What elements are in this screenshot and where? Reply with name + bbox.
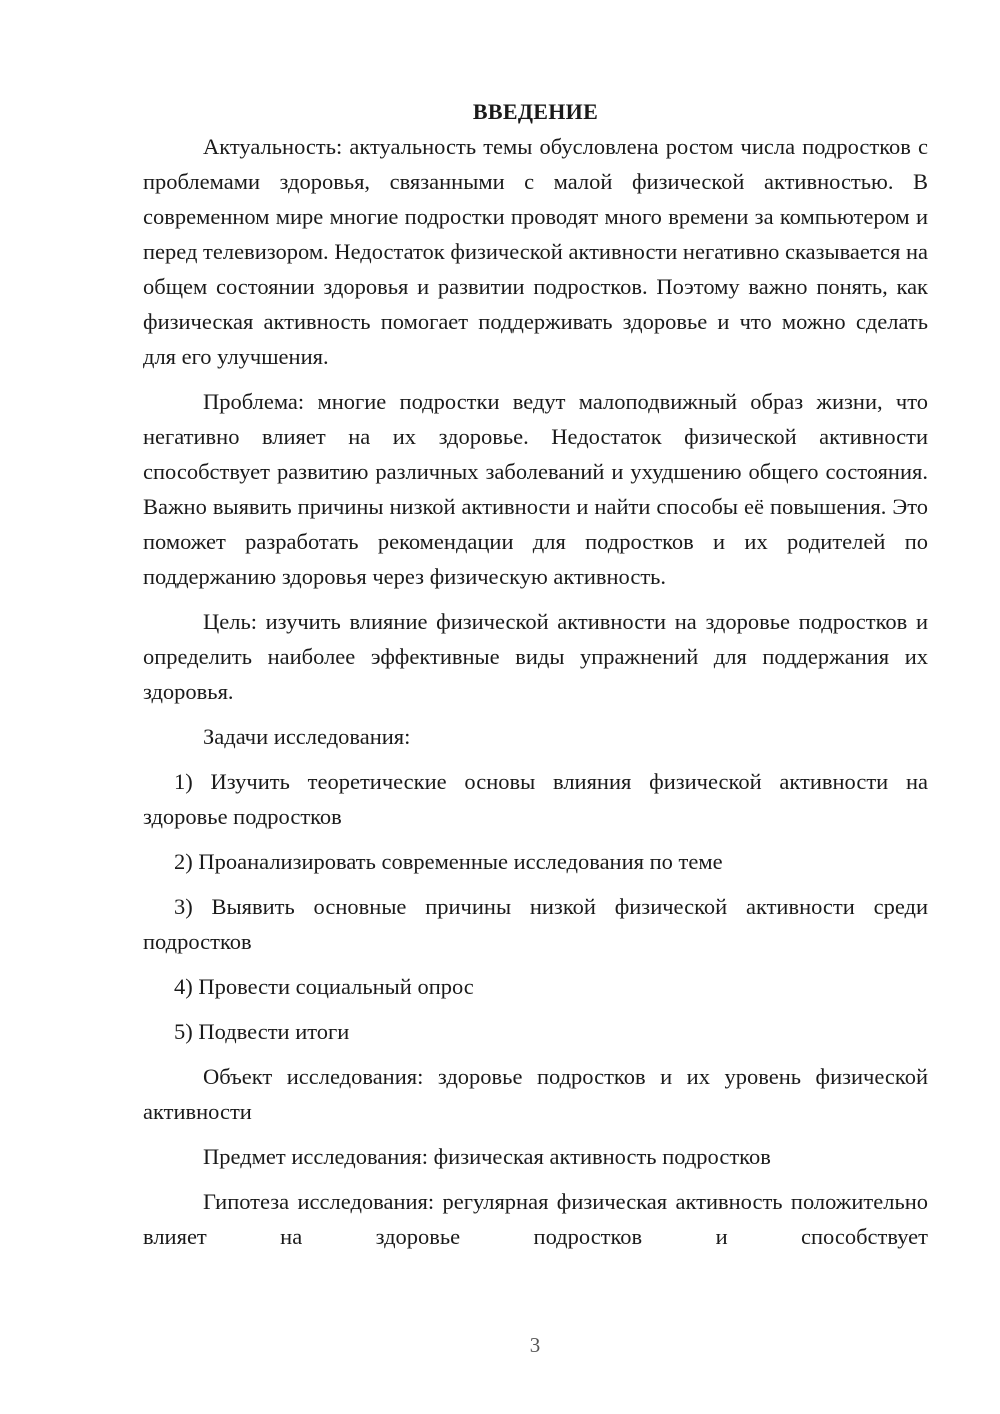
- task-item-2: 2) Проанализировать современные исследования по теме: [174, 849, 723, 874]
- page-title: ВВЕДЕНИЕ: [472, 99, 599, 124]
- tasks-heading: Задачи исследования:: [203, 724, 411, 749]
- page-content: [143, 94, 928, 1254]
- goal-paragraph: Цель: изучить влияние физической активности на здоровье подростков и определить наиболее эффективные виды упражнений для поддержания их здоровья.: [143, 609, 928, 704]
- relevance-paragraph: Актуальность: актуальность темы обусловлена ростом числа подростков с проблемами здоровья, связанными с малой физической активностью. В современном мире многие подростки проводят много времени за компьютером и перед телевизором. Недостаток физической активности негативно сказывается на общем состоянии здоровья и развитии подростков. Поэтому важно понять, как физическая активность помогает поддерживать здоровье и что можно сделать для его улучшения.: [143, 134, 928, 369]
- problem-paragraph: Проблема: многие подростки ведут малоподвижный образ жизни, что негативно влияет на их здоровье. Недостаток физической активности способствует развитию различных заболеваний и ухудшению общего состояния. Важно выявить причины низкой активности и найти способы её повышения. Это поможет разработать рекомендации для подростков и их родителей по поддержанию здоровья через физическую активность.: [143, 389, 928, 589]
- task-item-3: 3) Выявить основные причины низкой физической активности среди подростков: [143, 894, 928, 954]
- subject-paragraph: Предмет исследования: физическая активность подростков: [203, 1144, 771, 1169]
- hypothesis-paragraph: Гипотеза исследования: регулярная физическая активность положительно влияет на здоровье подростков и способствует: [143, 1189, 928, 1249]
- task-item-5: 5) Подвести итоги: [174, 1019, 350, 1044]
- task-item-4: 4) Провести социальный опрос: [174, 974, 474, 999]
- object-paragraph: Объект исследования: здоровье подростков и их уровень физической активности: [143, 1064, 928, 1124]
- task-item-1: 1) Изучить теоретические основы влияния физической активности на здоровье подростков: [143, 769, 928, 829]
- page-number: 3: [529, 1333, 541, 1357]
